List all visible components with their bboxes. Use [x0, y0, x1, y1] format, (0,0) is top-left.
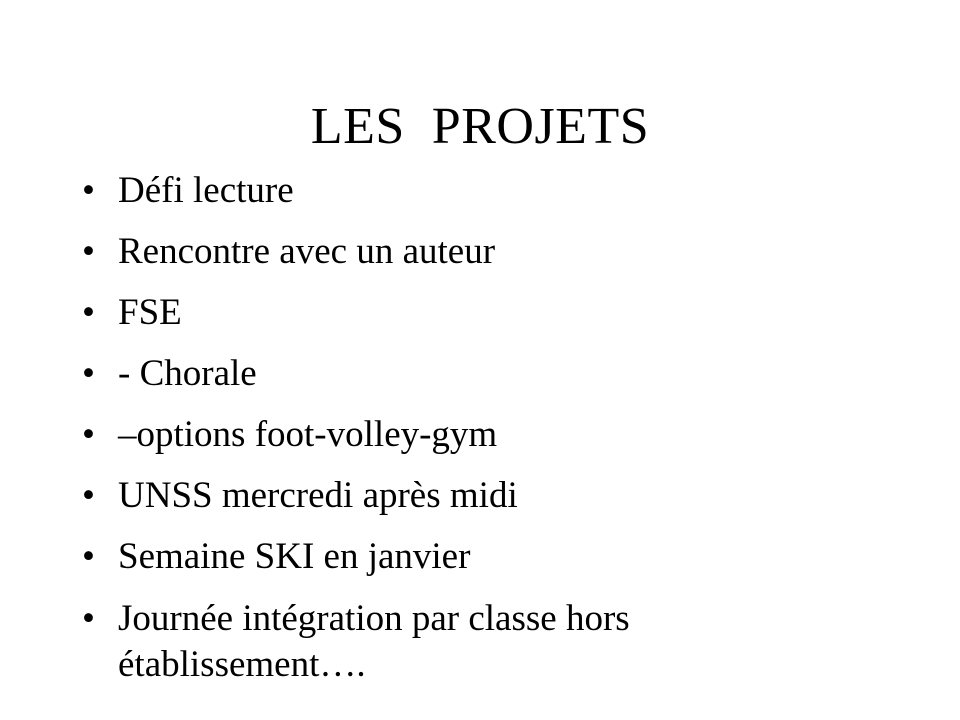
- list-item: [82, 596, 758, 688]
- bullet-icon: •: [82, 598, 95, 639]
- list-item-text: FSE: [118, 292, 182, 333]
- list-item: [82, 291, 942, 335]
- list-item-text: Défi lecture: [118, 170, 294, 211]
- list-item: [82, 535, 942, 579]
- list-item-text: –options foot-volley-gym: [118, 414, 498, 455]
- list-item-text: Semaine SKI en janvier: [118, 536, 471, 577]
- bullet-icon: •: [82, 292, 95, 333]
- bullet-icon: •: [82, 353, 95, 394]
- list-item-text: - Chorale: [118, 353, 257, 394]
- bullet-icon: •: [82, 231, 95, 272]
- list-item: [82, 474, 942, 518]
- list-item: [82, 352, 942, 396]
- list-item: [82, 230, 942, 274]
- bullet-icon: •: [82, 170, 95, 211]
- list-item-text: UNSS mercredi après midi: [118, 475, 518, 516]
- list-item-text: Rencontre avec un auteur: [118, 231, 496, 272]
- bullet-icon: •: [82, 414, 95, 455]
- bullet-icon: •: [82, 475, 95, 516]
- bullet-list: [82, 169, 942, 705]
- bullet-icon: •: [82, 536, 95, 577]
- list-item-text: Journée intégration par classe hors établissement….: [118, 598, 630, 685]
- slide-title: LES PROJETS: [310, 98, 650, 155]
- list-item: [82, 413, 942, 457]
- list-item: [82, 169, 942, 213]
